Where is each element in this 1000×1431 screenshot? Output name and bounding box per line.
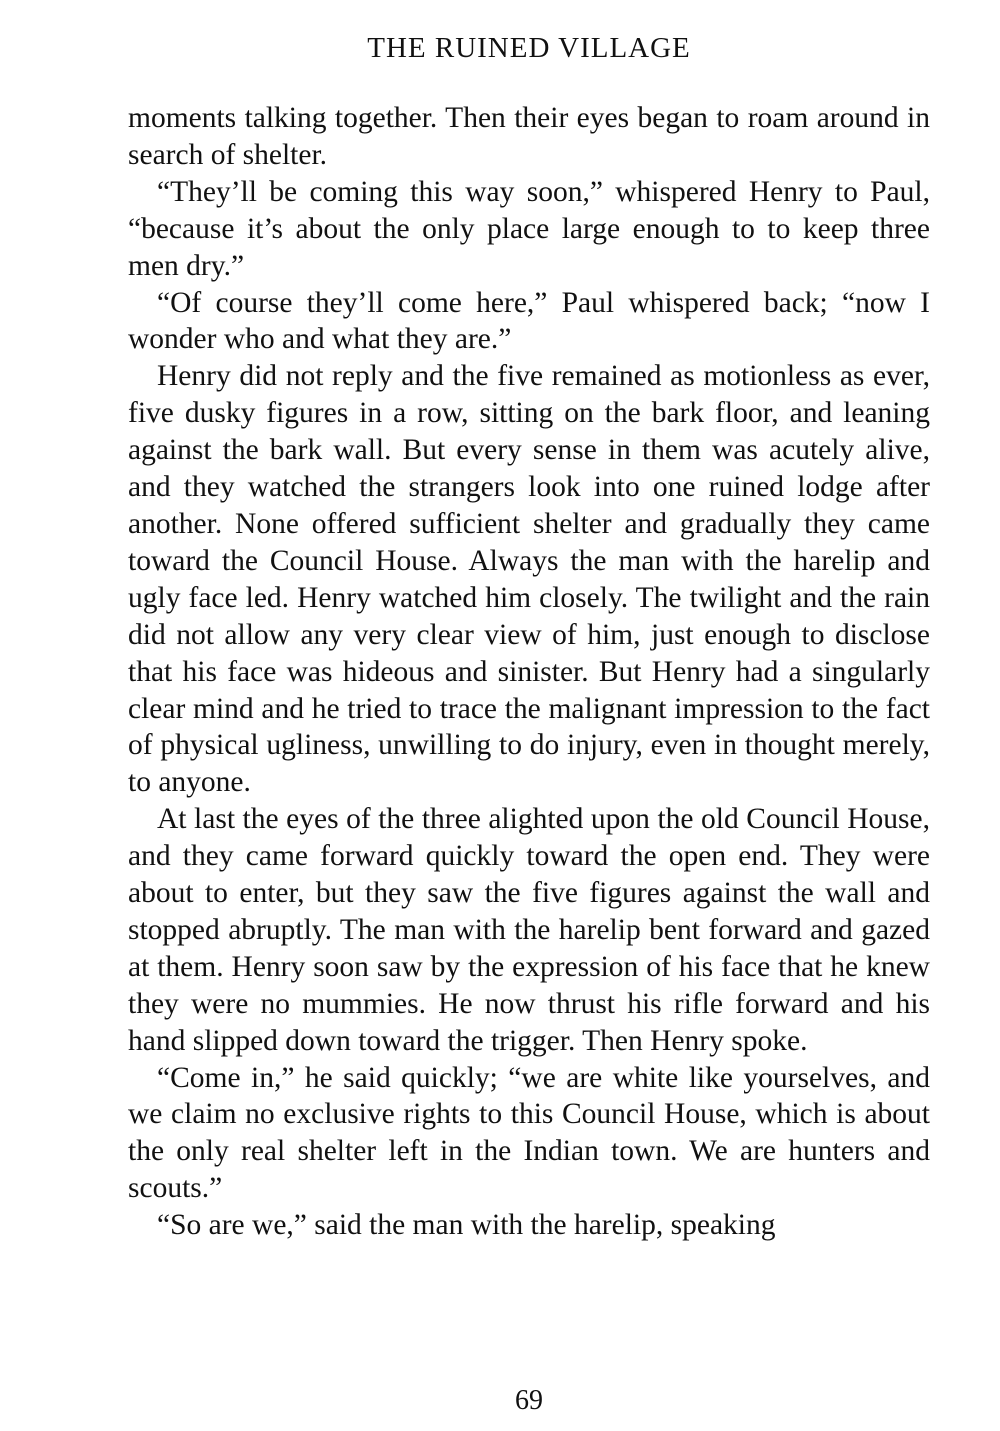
paragraph: “Of course they’ll come here,” Paul whispered back; “now I wonder who and what they are.”: [128, 286, 930, 356]
paragraph: At last the eyes of the three alighted upon the old Council House, and they came forward quickly toward the open end. They were about to enter, but they saw the five figures against the wall and stopped abruptly. The man with the harelip bent forward and gazed at them. Henry soon saw by the expression of his face that he knew they were no mummies. He now thrust his rifle forward and his hand slipped down toward the trigger. Then Henry spoke.: [128, 803, 930, 1057]
running-head: THE RUINED VILLAGE: [367, 32, 691, 64]
page-number: 69: [515, 1385, 543, 1416]
paragraph: Henry did not reply and the five remained as motionless as ever, five dusky figures in a row, sitting on the bark floor, and leaning against the bark wall. But every sense in them was acutely alive, and they watched the strangers look into one ruined lodge after another. None offered sufficient shelter and gradually they came toward the Council House. Always the man with the harelip and ugly face led. Henry watched him closely. The twilight and the rain did not allow any very clear view of him, just enough to disclose that his face was hideous and sinister. But Henry had a singularly clear mind and he tried to trace the malignant impression to the fact of physical ugliness, unwilling to do injury, even in thought merely, to anyone.: [128, 360, 930, 799]
paragraph: “They’ll be coming this way soon,” whispered Henry to Paul, “because it’s about the only place large enough to to keep three men dry.”: [128, 175, 930, 282]
paragraph: “Come in,” he said quickly; “we are white like yourselves, and we claim no exclusive rights to this Council House, which is about the only real shelter left in the Indian town. We are hunters and scouts.”: [128, 1061, 930, 1205]
body-text: [128, 100, 930, 1244]
paragraph-continued: moments talking together. Then their eyes began to roam around in search of shelter.: [128, 102, 930, 171]
book-page: [128, 0, 930, 1431]
paragraph: “So are we,” said the man with the harelip, speaking: [157, 1209, 776, 1242]
